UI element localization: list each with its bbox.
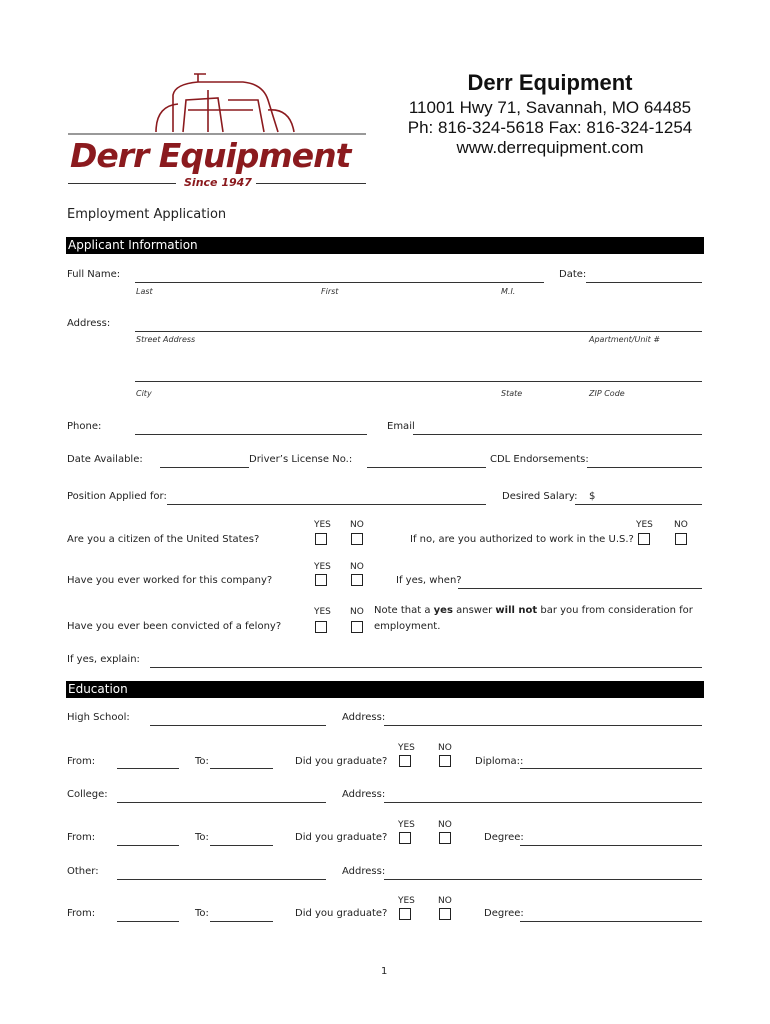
city-hint: City	[136, 389, 152, 398]
citizen-question: Are you a citizen of the United States?	[67, 534, 260, 545]
street-address-field[interactable]	[135, 331, 702, 332]
no-header: NO	[438, 820, 452, 830]
salary-currency-symbol: $	[589, 491, 596, 502]
last-name-hint: Last	[136, 287, 153, 296]
form-title: Employment Application	[67, 207, 227, 222]
logo-wordmark: Derr Equipment	[70, 136, 351, 175]
company-phone-fax: Ph: 816-324-5618 Fax: 816-324-1254	[407, 118, 693, 137]
note-suffix: bar you from consideration for	[537, 605, 693, 616]
high-school-from-field[interactable]	[117, 768, 179, 769]
diploma-field[interactable]	[520, 768, 702, 769]
email-label: Email	[387, 421, 415, 432]
high-school-graduate-question: Did you graduate?	[295, 756, 388, 767]
worked-no-checkbox[interactable]	[351, 574, 363, 586]
email-field[interactable]	[413, 434, 702, 435]
diploma-label: Diploma::	[475, 756, 524, 767]
high-school-graduate-no-checkbox[interactable]	[439, 755, 451, 767]
felony-question: Have you ever been convicted of a felony?	[67, 621, 282, 632]
felony-yes-checkbox[interactable]	[315, 621, 327, 633]
yes-header: YES	[314, 607, 331, 617]
position-field[interactable]	[167, 504, 486, 505]
street-address-hint: Street Address	[136, 335, 196, 344]
high-school-field[interactable]	[150, 725, 326, 726]
high-school-to-label: To:	[195, 756, 209, 767]
apartment-hint: Apartment/Unit #	[589, 335, 661, 344]
page-number: 1	[381, 966, 388, 977]
no-header: NO	[438, 743, 452, 753]
desired-salary-label: Desired Salary:	[502, 491, 578, 502]
felony-no-checkbox[interactable]	[351, 621, 363, 633]
other-from-field[interactable]	[117, 921, 179, 922]
company-logo	[68, 70, 368, 190]
company-info	[385, 70, 715, 158]
college-degree-label: Degree:	[484, 832, 524, 843]
authorized-question: If no, are you authorized to work in the U.S.?	[410, 534, 634, 545]
address-label: Address:	[67, 318, 111, 329]
authorized-no-checkbox[interactable]	[675, 533, 687, 545]
tractor-logo-graphic	[68, 70, 368, 145]
if-yes-explain-field[interactable]	[150, 667, 702, 668]
city-state-zip-field[interactable]	[135, 381, 702, 382]
college-field[interactable]	[117, 802, 326, 803]
applicant-section-header: Applicant Information	[66, 237, 704, 254]
position-label: Position Applied for:	[67, 491, 167, 502]
company-name: Derr Equipment	[467, 70, 633, 95]
full-name-field[interactable]	[135, 282, 544, 283]
college-degree-field[interactable]	[520, 845, 702, 846]
other-to-label: To:	[195, 908, 209, 919]
company-website: www.derrequipment.com	[456, 138, 644, 157]
drivers-license-label: Driver’s License No.:	[249, 454, 353, 465]
worked-question: Have you ever worked for this company?	[67, 575, 273, 586]
high-school-address-field[interactable]	[384, 725, 702, 726]
middle-initial-hint: M.I.	[501, 287, 516, 296]
education-section-header: Education	[66, 681, 704, 698]
logo-since: Since 1947	[184, 176, 252, 189]
college-address-field[interactable]	[384, 802, 702, 803]
other-graduate-yes-checkbox[interactable]	[399, 908, 411, 920]
note-will-not: will not	[495, 605, 538, 616]
note-yes: yes	[433, 605, 453, 616]
note-prefix: Note that a	[374, 605, 434, 616]
drivers-license-field[interactable]	[367, 467, 486, 468]
date-available-label: Date Available:	[67, 454, 143, 465]
college-from-label: From:	[67, 832, 96, 843]
college-graduate-yes-checkbox[interactable]	[399, 832, 411, 844]
yes-header: YES	[398, 743, 415, 753]
college-graduate-question: Did you graduate?	[295, 832, 388, 843]
zip-hint: ZIP Code	[589, 389, 625, 398]
cdl-endorsements-label: CDL Endorsements:	[490, 454, 589, 465]
worked-yes-checkbox[interactable]	[315, 574, 327, 586]
college-to-label: To:	[195, 832, 209, 843]
high-school-address-label: Address:	[342, 712, 386, 723]
other-from-label: From:	[67, 908, 96, 919]
high-school-to-field[interactable]	[210, 768, 273, 769]
authorized-yes-checkbox[interactable]	[638, 533, 650, 545]
if-yes-explain-label: If yes, explain:	[67, 654, 140, 665]
company-address: 11001 Hwy 71, Savannah, MO 64485	[408, 98, 692, 117]
college-label: College:	[67, 789, 108, 800]
felony-note	[374, 605, 693, 616]
no-header: NO	[350, 520, 364, 530]
high-school-from-label: From:	[67, 756, 96, 767]
desired-salary-field[interactable]	[575, 504, 702, 505]
college-from-field[interactable]	[117, 845, 179, 846]
other-address-label: Address:	[342, 866, 386, 877]
citizen-yes-checkbox[interactable]	[315, 533, 327, 545]
if-yes-when-field[interactable]	[458, 588, 702, 589]
phone-label: Phone:	[67, 421, 102, 432]
felony-note-line2: employment.	[374, 621, 441, 632]
other-to-field[interactable]	[210, 921, 273, 922]
citizen-no-checkbox[interactable]	[351, 533, 363, 545]
yes-header: YES	[314, 562, 331, 572]
high-school-graduate-yes-checkbox[interactable]	[399, 755, 411, 767]
cdl-endorsements-field[interactable]	[587, 467, 702, 468]
other-graduate-question: Did you graduate?	[295, 908, 388, 919]
yes-header: YES	[636, 520, 653, 530]
phone-field[interactable]	[135, 434, 367, 435]
other-degree-field[interactable]	[520, 921, 702, 922]
yes-header: YES	[398, 820, 415, 830]
no-header: NO	[674, 520, 688, 530]
yes-header: YES	[314, 520, 331, 530]
college-to-field[interactable]	[210, 845, 273, 846]
logo-underline-left	[68, 183, 176, 184]
full-name-label: Full Name:	[67, 269, 121, 280]
other-address-field[interactable]	[384, 879, 702, 880]
state-hint: State	[501, 389, 523, 398]
no-header: NO	[350, 607, 364, 617]
no-header: NO	[350, 562, 364, 572]
if-yes-when-label: If yes, when?	[396, 575, 462, 586]
other-graduate-no-checkbox[interactable]	[439, 908, 451, 920]
other-label: Other:	[67, 866, 99, 877]
note-mid: answer	[452, 605, 496, 616]
date-available-field[interactable]	[160, 467, 249, 468]
date-label: Date:	[559, 269, 587, 280]
date-field[interactable]	[586, 282, 702, 283]
college-address-label: Address:	[342, 789, 386, 800]
logo-underline-right	[256, 183, 366, 184]
no-header: NO	[438, 896, 452, 906]
other-field[interactable]	[117, 879, 326, 880]
yes-header: YES	[398, 896, 415, 906]
first-name-hint: First	[321, 287, 339, 296]
college-graduate-no-checkbox[interactable]	[439, 832, 451, 844]
other-degree-label: Degree:	[484, 908, 524, 919]
high-school-label: High School:	[67, 712, 130, 723]
